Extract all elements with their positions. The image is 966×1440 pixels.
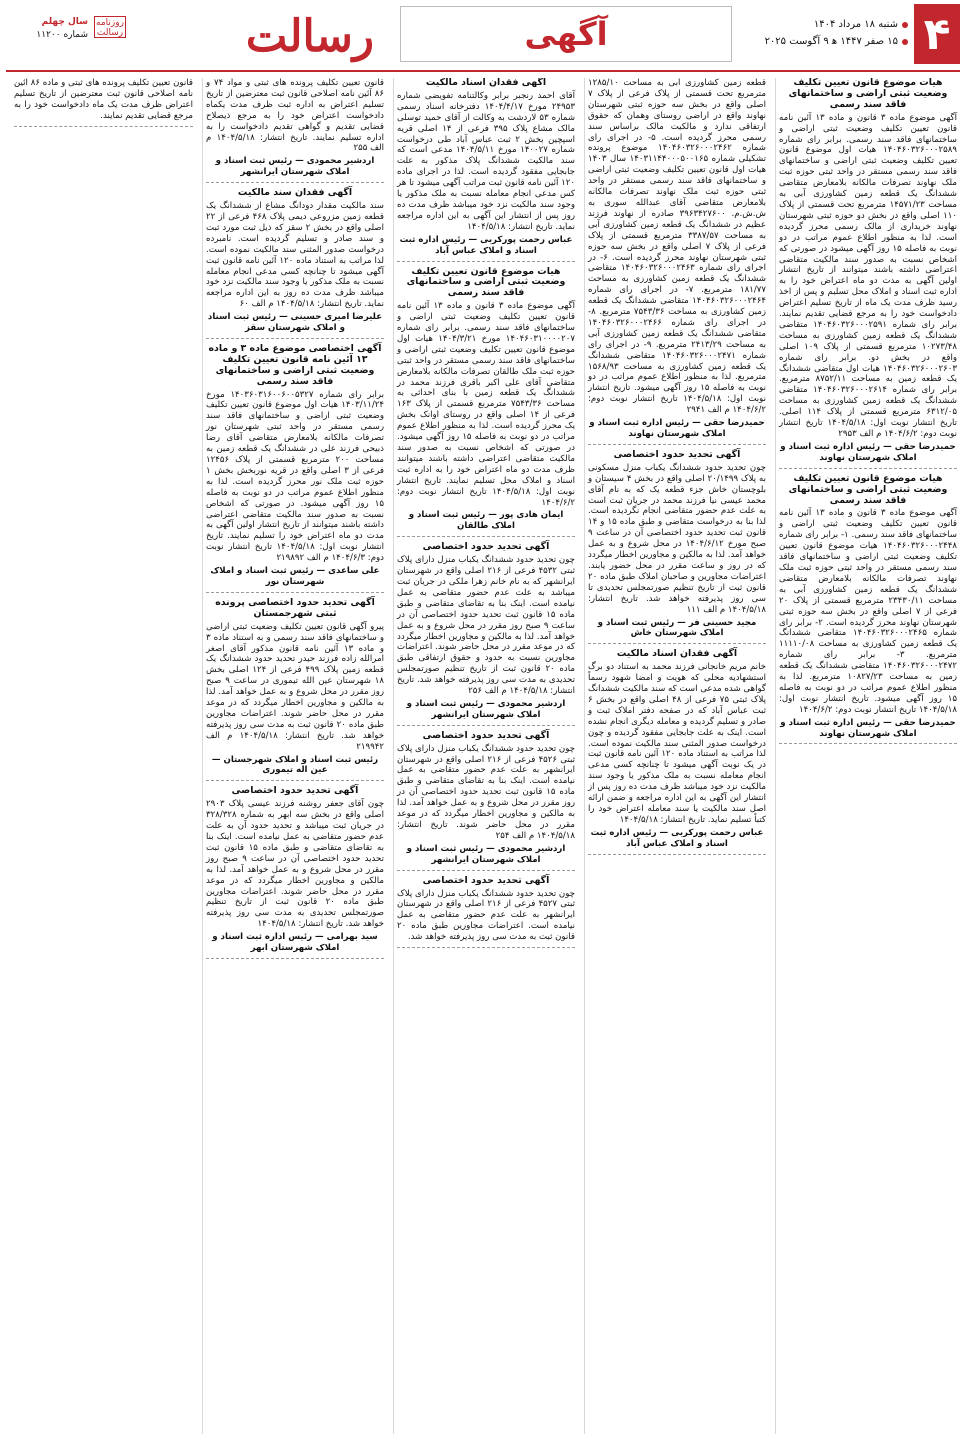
ad-column [775, 78, 960, 1434]
header-divider [6, 70, 960, 72]
ad-title: آگهی فقدان سند مالکیت [237, 187, 353, 199]
ad-title: آگهی تحدید حدود اختصاصی پرونده ثبتی شهرجمستان [215, 596, 375, 619]
ad-body: برابر رای شماره ۱۴۰۳۶۰۳۱۶۰۰۶۰۰۵۳۲۷ مورخ ۱۴۰۳/۱۱/۲۴ هیات اول موضوع قانون تعیین تکلیف وضعیت ثبتی اراضی و ساختمانهای فاقد سند رسمی مستقر در واحد ثبتی شهرستان نور تصرفات مالکانه بلامعارض متقاضی آقای رضا ذبیحی فرزند علی در ششدانگ یک قطعه زمین به مساحت ۲۰۰ مترمربع قسمتی از پلاک ۱۲۴۵۶ فرعی از ۳ اصلی واقع در قریه نوربخش بخش ۱ حوزه ثبت ملک نور محرز گردیده است. لذا به منظور اطلاع عموم مراتب در دو نوبت به فاصله ۱۵ روز آگهی میشود. در صورتی که اشخاص نسبت به صدور سند مالکیت متقاضی اعتراضی داشته باشند میتوانند از تاریخ انتشار اولین آگهی به مدت دو ماه اعتراض خود را تسلیم نمایند. تاریخ انتشار نوبت اول: ۱۴۰۴/۵/۱۸ تاریخ انتشار نوبت دوم: ۱۴۰۴/۶/۳ م الف ۲۱۹۸۹۲ [206, 389, 384, 564]
section-title: آگهی [400, 6, 732, 62]
ad-item [779, 474, 957, 745]
ad-signature: حمیدرضا حقی — رئیس اداره ثبت اسناد و املاک شهرستان نهاوند [780, 717, 956, 739]
ad-item [206, 344, 384, 593]
ad-item [206, 598, 384, 782]
issue-number: شماره ۱۱۲۰۰ [36, 30, 88, 40]
volume-year: سال چهلم [41, 17, 88, 27]
ad-body: چون تحدید حدود ششدانگ یکباب منزل دارای پلاک ثبتی ۴۵۲۶ فرعی از ۲۱۶ اصلی واقع در شهرستان ایرانشهر به علت عدم حضور متقاضی به عمل نیامده است. اینک بنا به تقاضای متقاضی و طبق ماده ۱۵ قانون ثبت تحدید حدود اختصاصی آن در روز مقرر در محل شروع و به عمل خواهد آمد. لذا به مالکین و مجاورین اخطار میگردد که در موعد مقرر در محل حاضر شوند. تاریخ انتشار: ۱۴۰۴/۵/۱۸ م الف ۲۵۴ [397, 743, 575, 841]
ad-title: هیات موضوع قانون تعیین تکلیف وضعیت ثبتی اراضی و ساختمانهای فاقد سند رسمی [406, 265, 566, 299]
ad-title: آگهی تحدید حدود اختصاصی [422, 729, 550, 741]
newspaper-logo[interactable] [230, 8, 390, 66]
ad-signature: سید بهرامی — رئیس اداره ثبت اسناد و املاک شهرستان ابهر [212, 932, 378, 954]
ad-signature: رئیس ثبت اسناد و املاک شهرجستان — عین اله تیموری [211, 754, 379, 776]
ad-item [397, 78, 575, 262]
ad-title: آگهی فقدان اسناد مالکیت [616, 648, 738, 660]
ad-body: پیرو آگهی قانون تعیین تکلیف وضعیت ثبتی اراضی و ساختمانهای فاقد سند رسمی و به استناد ماده ۳ و ماده ۱۳ آئین نامه قانون مذکور آقای اصغر امرالله زاده فرزند حیدر تحدید حدود ششدانگ یک قطعه زمین پلاک ۴۹۹ فرعی از ۱۲۴ اصلی بخش ۱۸ شهرستان عین الله تیموری در ساعت ۹ صبح روز مقرر در محل شروع و به عمل خواهد آمد. لذا به مالکین و مجاورین اخطار میگردد که در موعد مقرر در محل حاضر شوند. اعتراضات مجاورین طبق ماده ۲۰ قانون ثبت به مدت سی روز پذیرفته خواهد شد. تاریخ انتشار: ۱۴۰۴/۵/۱۸ م الف ۲۱۹۹۴۲ [206, 621, 385, 752]
ad-title: آگهی تحدید حدود اختصاصی [422, 874, 550, 886]
bullet-icon [902, 22, 908, 28]
ad-item [588, 78, 766, 445]
ad-column [11, 78, 196, 1434]
ad-body: قانون تعیین تکلیف پرونده های ثبتی و ماده ۸۶ آئین نامه اصلاحی قانون ثبت معترضین از تاریخ تسلیم اعتراض ظرف مدت یک ماه دادخواست خود را به مرجع قضایی تقدیم نمایند. [14, 78, 193, 121]
ad-signature: عباس رحمت پورکربی — رئیس اداره ثبت اسناد و املاک عباس آباد [590, 827, 764, 849]
ad-item [397, 731, 575, 871]
ad-column [584, 78, 769, 1434]
ad-columns [6, 78, 960, 1434]
ad-body: قانون تعیین تکلیف پرونده های ثبتی و مواد ۷۴ و ۸۶ آئین نامه اصلاحی قانون ثبت معترضین از تاریخ تسلیم اعتراض به اداره ثبت ظرف مدت یکماه دادخواست اعتراض خود را به مرجع ذیصلاح قضایی تقدیم و گواهی تقدیم دادخواست را به اداره تسلیم نمایند. تاریخ انتشار: ۱۴۰۴/۵/۱۸ م الف ۲۵۵ [206, 78, 384, 154]
ad-body: آگهی موضوع ماده ۳ قانون و ماده ۱۳ آئین نامه قانون تعیین تکلیف وضعیت ثبتی اراضی و ساختمانهای فاقد سند رسمی. برابر رای شماره ۱۴۰۴۶۰۳۱۰۰۰۰۲۰۷ مورخ ۱۴۰۴/۳/۲۱ هیات اول موضوع قانون تعیین تکلیف وضعیت ثبتی اراضی و ساختمانهای فاقد سند رسمی مستقر در واحد ثبتی حوزه ثبت ملک طالقان تصرفات مالکانه بلامعارض متقاضی آقای علی اکبر باقری فرزند محمد در ششدانگ یک قطعه زمین با بنای احداثی به مساحت ۷۵۴۳/۳۶ مترمربع قسمتی از پلاک ۱۶۳ فرعی از ۱۴ اصلی واقع در روستای اوانک بخش یک محرز گردیده است. لذا به منظور اطلاع عموم مراتب در دو نوبت به فاصله ۱۵ روز آگهی میشود. در صورتی که اشخاص نسبت به صدور سند مالکیت متقاضی اعتراضی داشته باشند میتوانند ظرف مدت دو ماه اعتراض خود را به اداره ثبت اسناد و املاک محل تسلیم نمایند. تاریخ انتشار نوبت اول: ۱۴۰۴/۵/۱۸ تاریخ انتشار نوبت دوم: ۱۴۰۴/۶/۲ [397, 301, 575, 508]
ad-column [393, 78, 578, 1434]
ad-body: چون تحدید حدود ششدانگ یکباب منزل مسکونی به پلاک ۲۰/۱۴۹۹ اصلی واقع در بخش ۴ سیستان و بلوچستان خاش جزء قطعه یک که به نام آقای محمد عیسی نیا فرزند محمد در جریان ثبت است به علت عدم حضور متقاضی انجام نگردیده است. لذا بنا به درخواست متقاضی و طبق ماده ۱۵ و ۱۴ قانون ثبت تحدید حدود اختصاصی آن در ساعت ۹ صبح مورخ ۱۴۰۴/۶/۱۲ در محل شروع و به عمل خواهد آمد. لذا به مالکین و مجاورین اخطار میگردد که در روز و ساعت مقرر در محل حضور یابند. اعتراضات مجاورین و صاحبان املاک طبق ماده ۲۰ قانون ثبت از تاریخ تنظیم صورتمجلس تحدیدی تا سی روز پذیرفته خواهد شد. تاریخ انتشار: ۱۴۰۴/۵/۱۸ م الف ۱۱۱ [588, 462, 766, 615]
ad-title: آگهی تحدید حدود اختصاصی [422, 541, 550, 553]
ad-body: خانم مریم خانجانی فرزند محمد به استناد دو برگ استشهادیه محلی که هویت و امضا شهود رسماً گواهی شده مدعی است که سند مالکیت ششدانگ پلاک ثبتی ۷۵ فرعی از ۴۸ اصلی واقع در بخش ۶ ثبت عباس آباد که در صفحه دفتر املاک ثبت و صادر و تسلیم گردیده و معامله دیگری انجام نشده است. اینک به علت جابجایی مفقود گردیده و چون درخواست صدور المثنی سند مالکیت نموده است. لذا مراتب به استناد ماده ۱۲۰ آئین نامه قانون ثبت در یک نوبت آگهی میشود تا چنانچه کسی مدعی انجام معامله نسبت به ملک مذکور یا وجود سند مالکیت نزد خود میباشد ظرف مدت ده روز پس از انتشار این آگهی به این اداره مراجعه و ضمن ارائه اصل سند مالکیت یا سند معامله اعتراض خود را کتباً تسلیم نماید. تاریخ انتشار: ۱۴۰۴/۵/۱۸ [588, 662, 767, 825]
ad-title: آگهی تحدید حدود اختصاصی [231, 785, 359, 797]
ad-item [14, 78, 193, 127]
ad-body: قطعه زمین کشاورزی آبی به مساحت ۱۲۸۵/۱۰ مترمربع تحت قسمتی از پلاک فرعی از پلاک ۷ اصلی واقع در بخش سه حوزه ثبتی شهرستان نهاوند واقع در اراضی روستای وهمان که حقوق ارتفاقی ندارد و مالکیت مالک براساس سند رسمی محرز گردیده است. ۵- در اجرای رای شماره ۱۴۰۴۶۰۳۲۶۰۰۰۲۴۶۲ موضوع پرونده تشکیلی شماره ۱۴۰۳۱۱۴۴۰۰۰۵۰۰۱۶۵ سال ۱۴۰۳ هیات اول قانون تعیین تکلیف وضعیت ثبتی اراضی و ساختمانهای فاقد سند رسمی مستقر در واحد ثبتی حوزه ثبت ملک نهاوند تصرفات مالکانه بلامعارض متقاضی آقای عبدالله سوری به ش.ش.م. ۳۹۶۳۴۲۷۶۰۰ صادره از نهاوند فرزند عظیم در ششدانگ یک قطعه زمین کشاورزی آبی به مساحت ۳۳۸۷/۵۷ مترمربع قسمتی از پلاک فرعی از پلاک ۷ اصلی واقع در بخش سه حوزه ثبتی شهرستان نهاوند محرز گردیده است. ۶- در اجرای رای شماره ۱۴۰۴۶۰۳۲۶۰۰۰۲۴۶۳ متقاضی ششدانگ یک قطعه زمین کشاورزی به مساحت ۱۸۱/۷۷ مترمربع. ۷- در اجرای رای شماره ۱۴۰۴۶۰۳۲۶۰۰۰۲۴۶۴ متقاضی ششدانگ یک قطعه زمین کشاورزی به مساحت ۷۵۴۳/۳۶ مترمربع. ۸- در اجرای رای شماره ۱۴۰۴۶۰۳۲۶۰۰۰۲۴۶۶ متقاضی ششدانگ یک قطعه زمین کشاورزی آبی به مساحت ۲۴۱۳/۲۹ مترمربع. ۹- در اجرای رای شماره ۱۴۰۴۶۰۳۲۶۰۰۰۲۴۷۱ متقاضی ششدانگ یک قطعه زمین کشاورزی به مساحت ۱۵۶۸/۹۳ مترمربع. لذا به منظور اطلاع عموم مراتب در دو نوبت به فاصله ۱۵ روز آگهی میشود. تاریخ انتشار نوبت اول: ۱۴۰۴/۵/۱۸ تاریخ انتشار نوبت دوم: ۱۴۰۴/۶/۲ م الف ۲۹۴۱ [588, 78, 767, 416]
logo-text: رسالت [245, 11, 375, 62]
ad-signature: مجید حسینی فر — رئیس ثبت اسناد و املاک شهرستان خاش [597, 617, 757, 639]
ad-title: آگهی فقدان اسناد مالکیت [425, 78, 547, 88]
ad-body: چون تحدید حدود ششدانگ یکباب منزل دارای پلاک ثبتی ۴۵۳۲ فرعی از ۲۱۶ اصلی واقع در شهرستان ایرانشهر که به نام خانم زهرا ملکی در جریان ثبت میباشد به علت عدم حضور متقاضی به عمل نیامده است. اینک بنا به تقاضای متقاضی و طبق ماده ۱۵ قانون ثبت تحدید حدود اختصاصی آن در ساعت ۹ صبح روز مقرر در محل شروع و به عمل خواهد آمد. لذا به مالکین و مجاورین اخطار میگردد که در موعد مقرر در محل حاضر شوند. اعتراضات مجاورین نسبت به حدود و حقوق ارتفاقی طبق ماده ۲۰ قانون ثبت از تاریخ تنظیم صورتمجلس تحدیدی به مدت سی روز پذیرفته خواهد شد. تاریخ انتشار: ۱۴۰۴/۵/۱۸ م الف ۲۵۶ [397, 555, 575, 697]
ad-column [202, 78, 387, 1434]
ad-signature: اردشیر محمودی — رئیس ثبت اسناد و املاک شهرستان ایرانشهر [406, 843, 566, 865]
ad-signature: علی ساعدی — رئیس ثبت اسناد و املاک شهرستان نور [210, 566, 380, 587]
ad-item [206, 78, 384, 183]
ad-body: آگهی موضوع ماده ۳ قانون و ماده ۱۳ آئین نامه قانون تعیین تکلیف وضعیت ثبتی اراضی و ساختمانهای فاقد سند رسمی. ۱- برابر رای شماره ۱۴۰۴۶۰۳۲۶۰۰۰۲۴۴۸ هیات موضوع قانون تعیین تکلیف وضعیت ثبتی اراضی و ساختمانهای فاقد سند رسمی مستقر در واحد ثبتی حوزه ثبت ملک نهاوند تصرفات مالکانه بلامعارض متقاضی ششدانگ یک قطعه زمین کشاورزی آبی به مساحت ۲۳۴۳۰/۱۱ مترمربع قسمتی از پلاک ۲۰ فرعی از ۷ اصلی واقع در بخش سه حوزه ثبتی شهرستان نهاوند محرز گردیده است. ۲- برابر رای شماره ۱۴۰۴۶۰۳۲۶۰۰۰۲۴۶۵ متقاضی ششدانگ یک قطعه زمین کشاورزی به مساحت ۱۱۱۱۰/۰۸ مترمربع. ۳- برابر رای شماره ۱۴۰۴۶۰۳۲۶۰۰۰۲۴۷۲ متقاضی ششدانگ یک قطعه زمین به مساحت ۱۰۸۲۷/۲۳ مترمربع. لذا به منظور اطلاع عموم مراتب در دو نوبت به فاصله ۱۵ روز آگهی میشود. تاریخ انتشار نوبت اول: ۱۴۰۴/۵/۱۸ تاریخ انتشار نوبت دوم: ۱۴۰۴/۶/۲ [779, 508, 958, 715]
ad-body: آقای احمد رنجبر برابر وکالتنامه تفویضی شماره ۲۴۹۵۳ مورخ ۱۴۰۴/۴/۱۷ دفترخانه اسناد رسمی شماره ۵۳ لاردشت به وکالت از آقای حمید توسلی مالک مشاع پلاک ۳۹۵ فرعی از ۱۴ اصلی قریه اسپچین بخش ۲ ثبت عباس آباد طی درخواست شماره ۱۴۰۰۲۷ مورخ ۱۴۰۴/۵/۱۱ مدعی است که سند مالکیت ششدانگ پلاک مذکور به علت جابجایی مفقود گردیده است. لذا در اجرای ماده ۱۲۰ آئین نامه قانون ثبت مراتب آگهی میشود تا هر کس مدعی انجام معامله نسبت به ملک مذکور یا وجود سند مالکیت نزد خود میباشد ظرف مدت ده روز پس از انتشار این آگهی به این اداره مراجعه نماید. تاریخ انتشار: ۱۴۰۴/۵/۱۸ [397, 90, 576, 232]
ad-item [779, 78, 957, 469]
ad-item [206, 786, 384, 959]
ad-title: آگهی اختصاصی موضوع ماده ۳ و ماده ۱۳ آئین نامه قانون تعیین تکلیف وضعیت ثبتی اراضی و ساختمانهای فاقد سند رسمی [208, 342, 382, 387]
ad-signature: حمیدرضا حقی — رئیس اداره ثبت اسناد و املاک شهرستان نهاوند [589, 418, 765, 439]
issue-info [6, 16, 126, 56]
ad-item [588, 649, 766, 854]
ad-title: آگهی تحدید حدود اختصاصی [613, 448, 741, 460]
ad-item [397, 876, 575, 948]
ad-body: آگهی موضوع ماده ۳ قانون و ماده ۱۳ آئین نامه قانون تعیین تکلیف وضعیت ثبتی اراضی و ساختمانهای فاقد سند رسمی. برابر رای شماره ۱۴۰۴۶۰۳۲۶۰۰۰۲۵۸۹ هیات اول موضوع قانون تعیین تکلیف وضعیت ثبتی اراضی و ساختمانهای فاقد سند رسمی مستقر در واحد ثبتی حوزه ثبت ملک نهاوند تصرفات مالکانه بلامعارض متقاضی ششدانگ یک قطعه زمین کشاورزی آبی به مساحت ۱۴۵۷۱/۲۳ مترمربع تحت قسمتی از پلاک ۱۱۰ اصلی واقع در بخش دو حوزه ثبتی شهرستان نهاوند خریداری از مالک رسمی محرز گردیده است. لذا به منظور اطلاع عموم مراتب در دو نوبت به فاصله ۱۵ روز آگهی میشود در صورتی که اشخاص نسبت به صدور سند مالکیت متقاضی اعتراضی داشته باشند میتوانند از تاریخ انتشار اولین آگهی به مدت دو ماه اعتراض خود را به اداره ثبت اسناد و املاک محل تسلیم و پس از اخذ رسید ظرف مدت یک ماه از تاریخ تسلیم اعتراض دادخواست خود را به مرجع قضایی تقدیم نمایند. برابر رای شماره ۱۴۰۴۶۰۳۲۶۰۰۰۲۵۹۱ متقاضی ششدانگ یک قطعه زمین کشاورزی به مساحت ۱۰۲۷۳/۴۸ مترمربع قسمتی از پلاک ۱۰۹ اصلی واقع در بخش دو. برابر رای شماره ۱۴۰۴۶۰۳۲۶۰۰۰۲۶۰۳ هیات اول متقاضی ششدانگ یک قطعه زمین به مساحت ۸۷۵۲/۱۱ مترمربع. برابر رای شماره ۱۴۰۴۶۰۳۲۶۰۰۰۲۶۱۴ متقاضی ششدانگ یک قطعه زمین کشاورزی به مساحت ۶۳۱۲/۰۵ مترمربع قسمتی از پلاک ۱۱۴ اصلی. تاریخ انتشار نوبت اول: ۱۴۰۴/۵/۱۸ تاریخ انتشار نوبت دوم: ۱۴۰۴/۶/۲ م الف ۲۹۵۳ [779, 112, 958, 439]
ad-item [588, 450, 766, 644]
ad-signature: اردشیر محمودی — رئیس ثبت اسناد و املاک شهرستان ایرانشهر [406, 698, 566, 720]
masthead [0, 0, 966, 70]
ad-signature: ایمان هادی پور — رئیس ثبت اسناد و املاک طالقان [408, 510, 564, 532]
ad-title: هیات موضوع قانون تعیین تکلیف وضعیت ثبتی اراضی و ساختمانهای فاقد سند رسمی [788, 78, 948, 110]
ad-signature: علیرضا امیری حسینی — رئیس ثبت اسناد و املاک شهرستان سقز [207, 312, 383, 334]
date-hijri-gregorian: ۱۵ صفر ۱۴۴۷ ﻫ ۹ آگوست ۲۰۲۵ [764, 36, 898, 47]
ad-body: سند مالکیت مقدار دودانگ مشاع از ششدانگ یک قطعه زمین مزروعی دیمی پلاک ۴۶۸ فرعی از ۲۲ اصلی واقع در بخش ۲ سقز که ذیل ثبت مورد ثبت و سند صادر و تسلیم گردیده است. نامبرده درخواست صدور المثنی سند مالکیت نموده است. لذا مراتب به استناد ماده ۱۲۰ آئین نامه قانون ثبت آگهی میشود تا چنانچه کسی مدعی انجام معامله نسبت به ملک مذکور یا وجود سند مالکیت نزد خود میباشد ظرف مدت ده روز به این اداره مراجعه نماید. تاریخ انتشار: ۱۴۰۴/۵/۱۸ م الف ۶۰ [206, 201, 385, 310]
ad-title: هیات موضوع قانون تعیین تکلیف وضعیت ثبتی اراضی و ساختمانهای فاقد سند رسمی [788, 472, 948, 506]
mini-logo: روزنامه رسالت [94, 16, 126, 38]
bullet-icon [902, 39, 908, 45]
ad-signature: عباس رحمت پورکربی — رئیس اداره ثبت اسناد و املاک عباس آباد [399, 234, 573, 256]
ad-body: چون تحدید حدود ششدانگ یکباب منزل دارای پلاک ثبتی ۴۵۲۷ فرعی از ۲۱۶ اصلی واقع در شهرستان ایرانشهر به علت عدم حضور متقاضی به عمل نیامده است. اعتراضات مجاورین طبق ماده ۲۰ قانون ثبت به مدت سی روز پذیرفته خواهد شد. [397, 888, 575, 943]
ad-item [397, 267, 575, 538]
ad-body: چون آقای جعفر روشنه فرزند عیسی پلاک ۲۹۰۳ اصلی واقع در بخش سه ابهر به شماره ۳۲۸/۳۲۸ در جریان ثبت میباشد و تحدید حدود آن به علت عدم حضور متقاضی به عمل نیامده است. اینک بنا به تقاضای متقاضی و طبق ماده ۱۵ قانون ثبت تحدید حدود اختصاصی آن در ساعت ۹ صبح روز مقرر در محل شروع و به عمل خواهد آمد. لذا به مالکین و مجاورین اخطار میگردد که در موعد مقرر در محل حاضر شوند. اعتراضات مجاورین طبق ماده ۲۰ قانون ثبت از تاریخ تنظیم صورتمجلس تحدیدی به مدت سی روز پذیرفته خواهد شد. تاریخ انتشار: ۱۴۰۴/۵/۱۸ [206, 799, 384, 930]
ad-item [397, 542, 575, 726]
ad-item [206, 188, 384, 339]
date-block [708, 16, 908, 50]
page-number: ۴ [914, 4, 960, 64]
ad-signature: اردشیر محمودی — رئیس ثبت اسناد و املاک شهرستان ایرانشهر [215, 156, 375, 178]
date-persian: شنبه ۱۸ مرداد ۱۴۰۴ [813, 19, 898, 30]
ad-signature: حمیدرضا حقی — رئیس اداره ثبت اسناد و املاک شهرستان نهاوند [780, 441, 956, 463]
